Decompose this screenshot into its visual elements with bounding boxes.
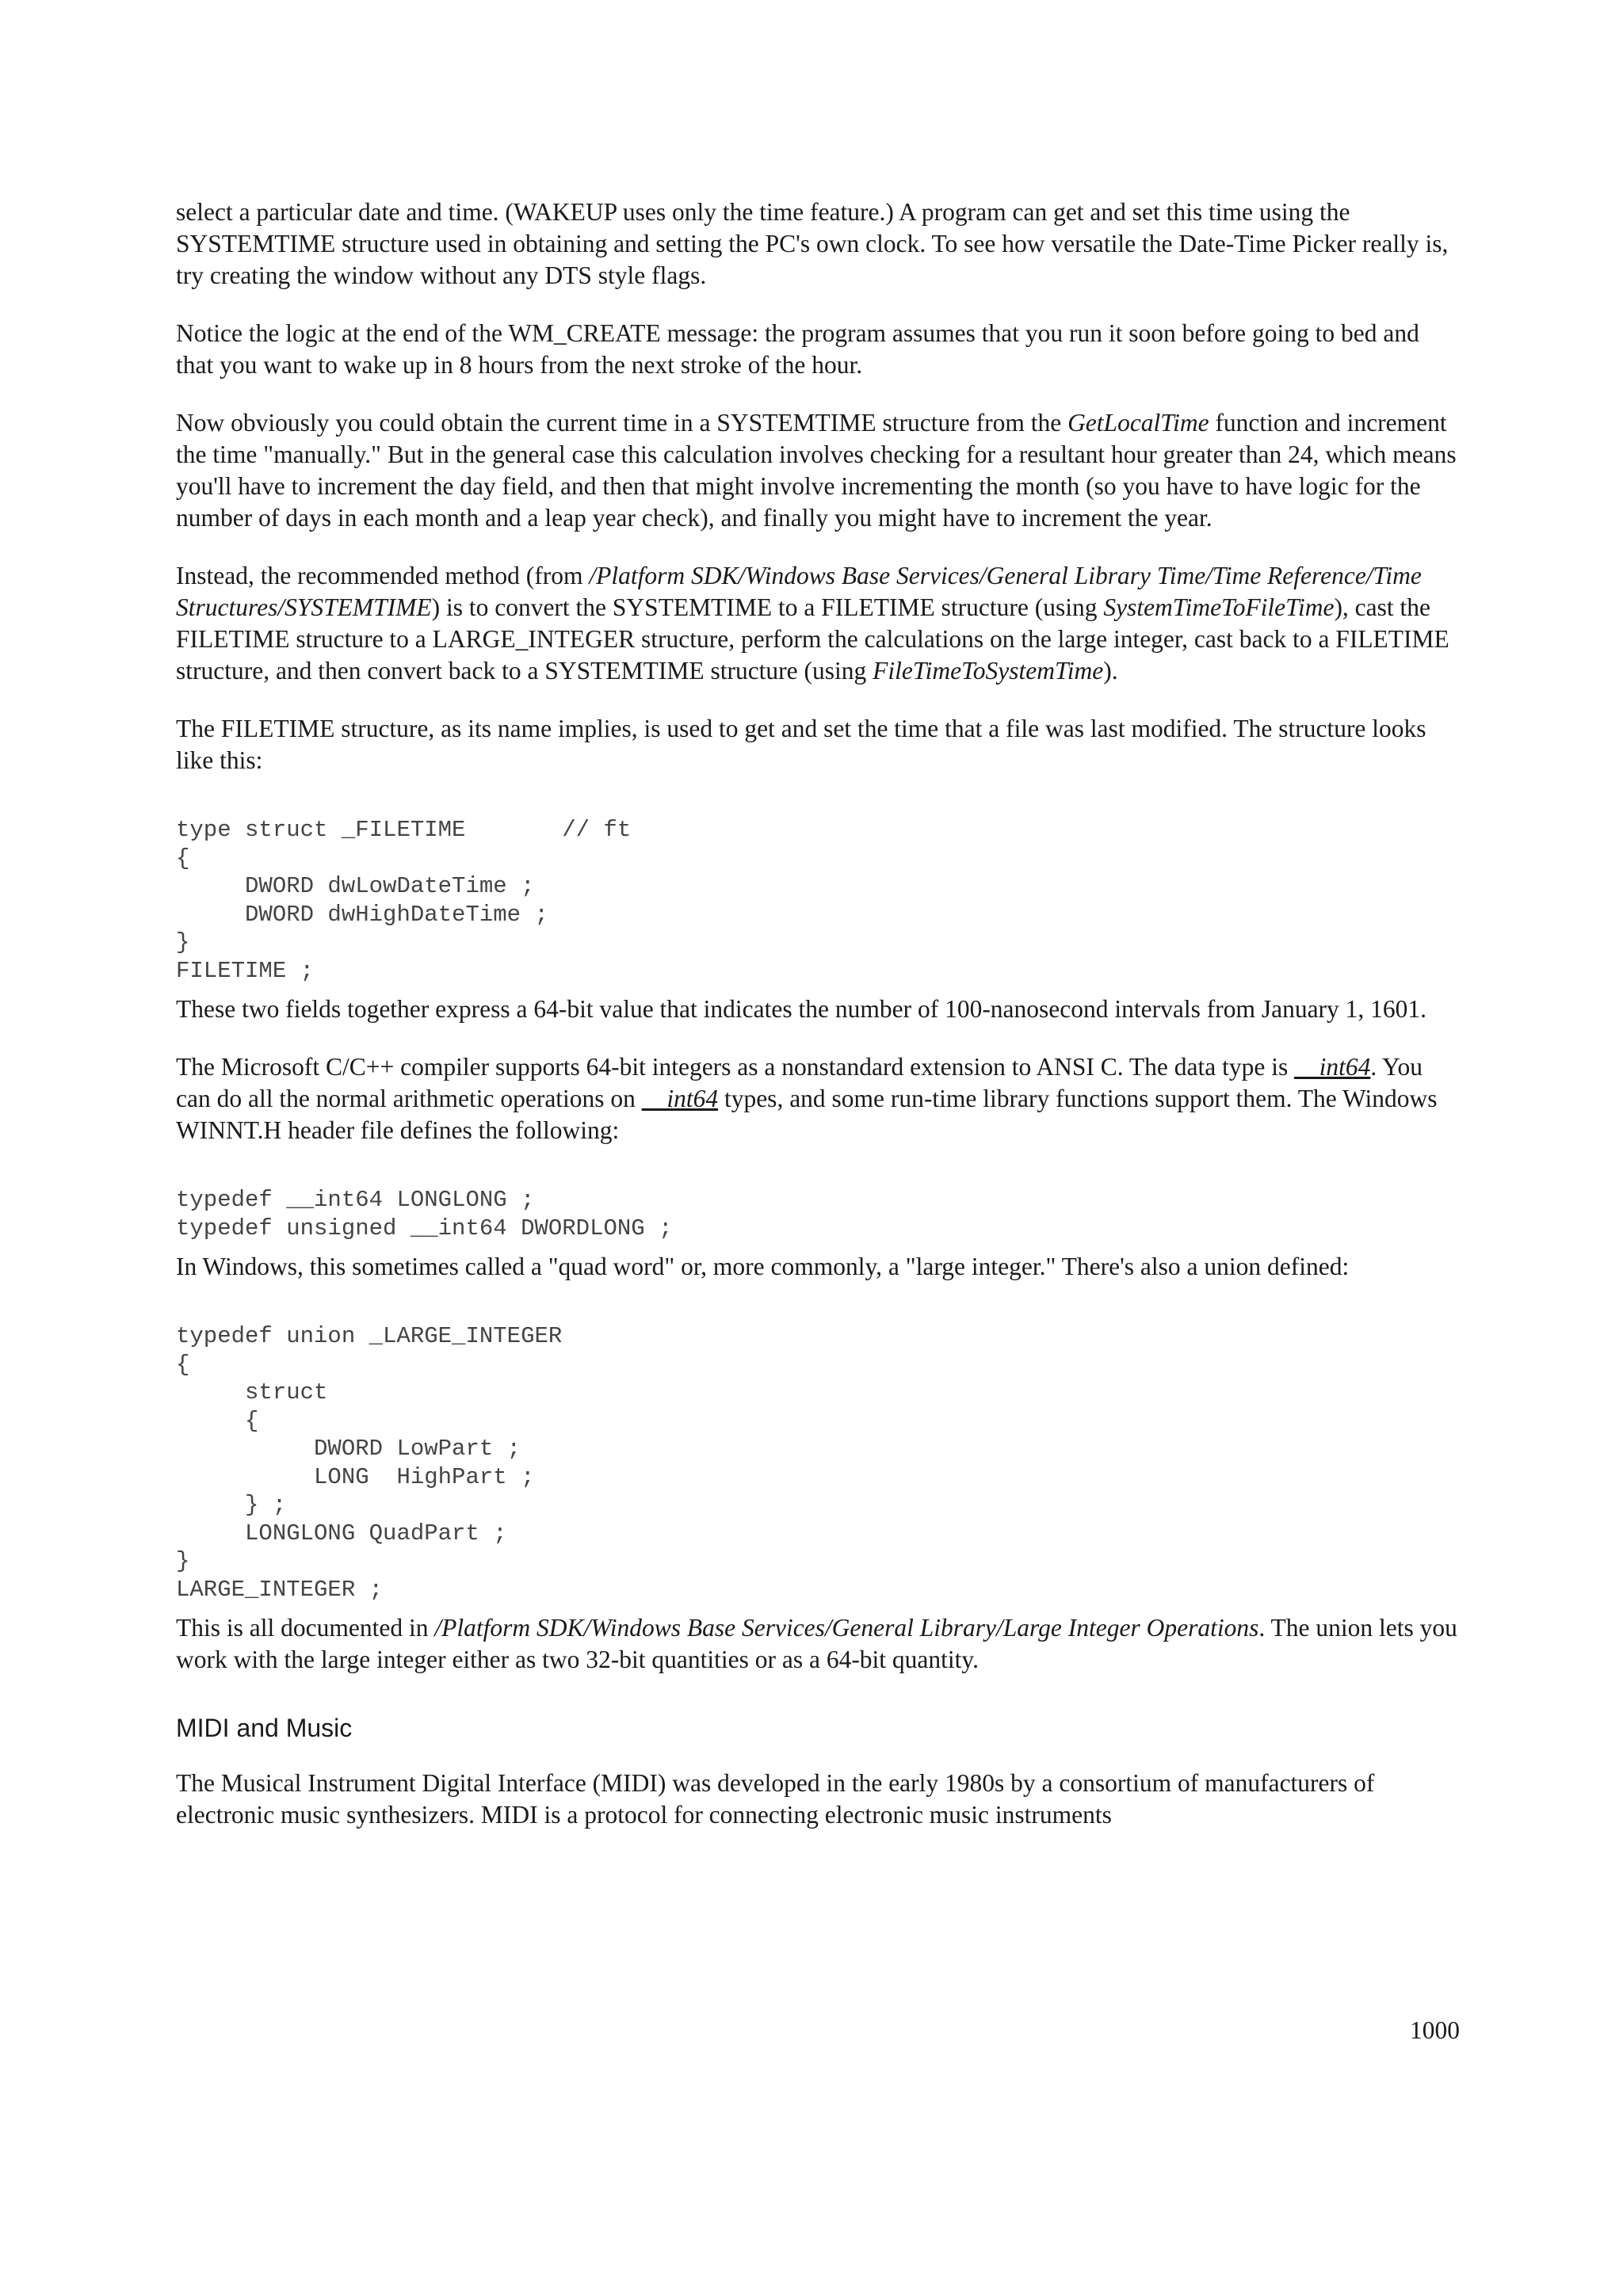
keyword-int64: __int64 <box>641 1085 719 1112</box>
paragraph-filetime-intro: The FILETIME structure, as its name implies, is used to get and set the time that a file was last modified. The structure looks like this: <box>176 715 1426 774</box>
code-filetime-struct: type struct _FILETIME // ft { DWORD dwLowDateTime ; DWORD dwHighDateTime ; } FILETIME ; <box>176 817 632 984</box>
paragraph-recommended-method <box>176 560 1460 687</box>
text-run: . The union lets you work with the large integer either as two 32-bit quantities or as a 64-bit quantity. <box>176 1614 1457 1673</box>
paragraph-quad-word: In Windows, this sometimes called a "quad word" or, more commonly, a "large integer." There's also a union defined: <box>176 1253 1350 1280</box>
doc-path-large-integer: /Platform SDK/Windows Base Services/General Library/Large Integer Operations <box>434 1614 1259 1642</box>
code-large-integer-union: typedef union _LARGE_INTEGER { struct { DWORD LowPart ; LONG HighPart ; } ; LONGLONG QuadPart ; } LARGE_INTEGER ; <box>176 1323 563 1603</box>
text-run: ), cast the FILETIME structure to a LARGE_INTEGER structure, perform the calculations on the large integer, cast back to a FILETIME structure, and then convert back to a SYSTEMTIME structure (using <box>176 593 1449 685</box>
paragraph-manual-increment <box>176 407 1460 534</box>
text-run: . You can do all the normal arithmetic operations on <box>176 1053 1423 1112</box>
paragraph-midi-intro: The Musical Instrument Digital Interface (MIDI) was developed in the early 1980s by a consortium of manufacturers of electronic music synthesizers. MIDI is a protocol for connecting electronic music instruments <box>176 1769 1375 1829</box>
function-name-getlocaltime: GetLocalTime <box>1067 409 1209 437</box>
paragraph-large-integer-docs <box>176 1612 1460 1676</box>
page-body <box>176 196 1460 1831</box>
section-heading-midi: MIDI and Music <box>176 1714 353 1742</box>
function-name-filetimetosystemtime: FileTimeToSystemTime <box>873 657 1104 685</box>
paragraph-int64-compiler <box>176 1051 1460 1146</box>
doc-path-systemtime: /Platform SDK/Windows Base Services/General Library Time/Time Reference/Time Structures/SYSTEMTIME <box>176 562 1422 621</box>
page-number: 1000 <box>1410 2016 1460 2044</box>
code-typedefs: typedef __int64 LONGLONG ; typedef unsigned __int64 DWORDLONG ; <box>176 1187 673 1241</box>
paragraph-wm-create-logic: Notice the logic at the end of the WM_CREATE message: the program assumes that you run it soon before going to bed and that you want to wake up in 8 hours from the next stroke of the hour. <box>176 319 1419 379</box>
text-run: function and increment the time "manually." But in the general case this calculation involves checking for a resultant hour greater than 24, which means you'll have to increment the day field, and then that might involve incrementing the month (so you have to have logic for the number of days in each month and a leap year check), and finally you might have to increment the year. <box>176 409 1457 532</box>
text-run: This is all documented in <box>176 1614 435 1642</box>
text-run: The Microsoft C/C++ compiler supports 64-bit integers as a nonstandard extension to ANSI C. The data type is <box>176 1053 1295 1081</box>
paragraph-datetime-picker: select a particular date and time. (WAKEUP uses only the time feature.) A program can get and set this time using the SYSTEMTIME structure used in obtaining and setting the PC's own clock. To see how versatile the Date-Time Picker really is, try creating the window without any DTS style flags. <box>176 198 1449 289</box>
function-name-systemtimetofiletime: SystemTimeToFileTime <box>1103 593 1335 621</box>
paragraph-64bit-value: These two fields together express a 64-bit value that indicates the number of 100-nanosecond intervals from January 1, 1601. <box>176 995 1427 1023</box>
text-run: ) is to convert the SYSTEMTIME to a FILETIME structure (using <box>431 593 1104 621</box>
text-run: ). <box>1103 657 1118 685</box>
keyword-int64: __int64 <box>1294 1053 1371 1081</box>
text-run: Instead, the recommended method (from <box>176 562 590 589</box>
text-run: Now obviously you could obtain the current time in a SYSTEMTIME structure from the <box>176 409 1068 437</box>
text-run: types, and some run-time library functions support them. The Windows WINNT.H header file defines the following: <box>176 1085 1438 1144</box>
